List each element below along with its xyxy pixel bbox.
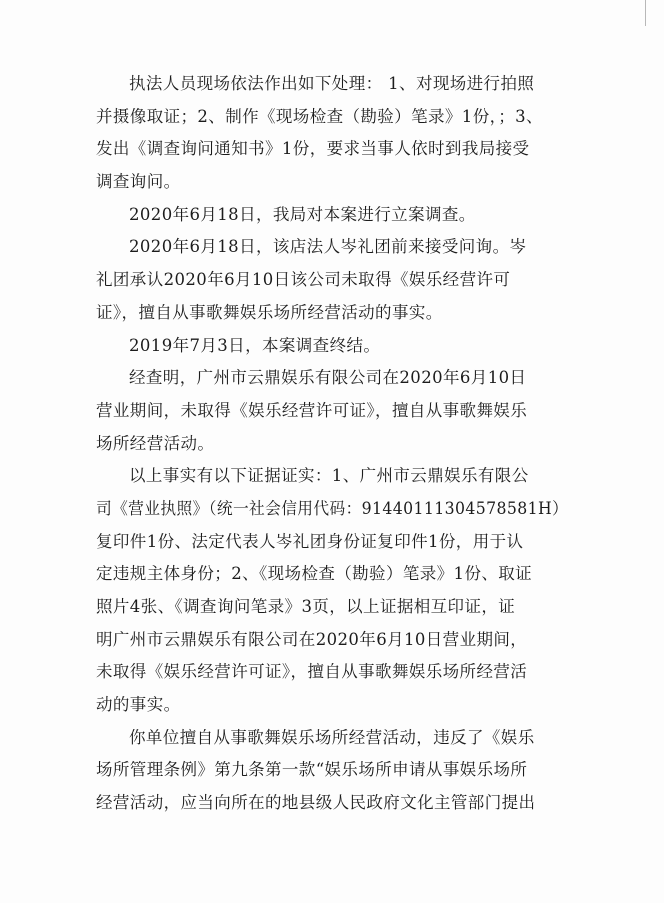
paragraph-findings	[96, 362, 568, 460]
text-line: 未取得《娱乐经营许可证》，擅自从事歌舞娱乐场所经营活	[96, 662, 528, 682]
text-line: 以上事实有以下证据证实：1、广州市云鼎娱乐有限公	[129, 466, 529, 486]
text-line: 并摄像取证；2、制作《现场检查（勘验）笔录》1份，；3、	[96, 106, 543, 126]
text-line: 定违规主体身份；2、《现场检查（勘验）笔录》1份、取证	[96, 564, 533, 584]
text-line: 司《营业执照》（统一社会信用代码：91440111304578581H）	[96, 498, 569, 518]
text-line: 调查询问。	[96, 172, 181, 192]
text-line: 场所管理条例》第九条第一款“娱乐场所申请从事娱乐场所	[96, 760, 528, 780]
text-line: 发出《调查询问通知书》1份，要求当事人依时到我局接受	[96, 139, 530, 159]
paragraph-case-filed	[96, 199, 568, 232]
paragraph-evidence	[96, 460, 568, 722]
text-line: 明广州市云鼎娱乐有限公司在2020年6月10日营业期间，	[96, 629, 528, 649]
text-line: 执法人员现场依法作出如下处理： 1、对现场进行拍照	[129, 74, 535, 93]
text-line: 场所经营活动。	[96, 433, 215, 453]
text-line: 礼团承认2020年6月10日该公司未取得《娱乐经营许可	[96, 270, 511, 290]
paragraph-investigation-end	[96, 330, 568, 363]
text-line: 动的事实。	[96, 695, 181, 715]
page-edge-mark	[645, 0, 646, 26]
paragraph-on-site-handling	[96, 68, 568, 199]
document-body	[96, 68, 568, 820]
text-line: 2020年6月18日，该店法人岑礼团前来接受问询。岑	[129, 237, 527, 257]
text-line: 复印件1份、法定代表人岑礼团身份证复印件1份，用于认	[96, 531, 524, 551]
text-line: 经营活动，应当向所在的地县级人民政府文化主管部门提出	[96, 793, 536, 813]
text-line: 你单位擅自从事歌舞娱乐场所经营活动，违反了《娱乐	[129, 727, 535, 747]
text-line: 经查明，广州市云鼎娱乐有限公司在2020年6月10日	[129, 368, 527, 388]
text-line: 2020年6月18日，我局对本案进行立案调查。	[129, 204, 476, 224]
text-line: 2019年7月3日，本案调查终结。	[129, 335, 381, 355]
text-line: 证》，擅自从事歌舞娱乐场所经营活动的事实。	[96, 302, 443, 322]
paragraph-violation	[96, 722, 568, 820]
paragraph-inquiry	[96, 231, 568, 329]
text-line: 营业期间，未取得《娱乐经营许可证》，擅自从事歌舞娱乐	[96, 400, 528, 420]
text-line: 照片4张、《调查询问笔录》3页，以上证据相互印证，证	[96, 597, 516, 616]
